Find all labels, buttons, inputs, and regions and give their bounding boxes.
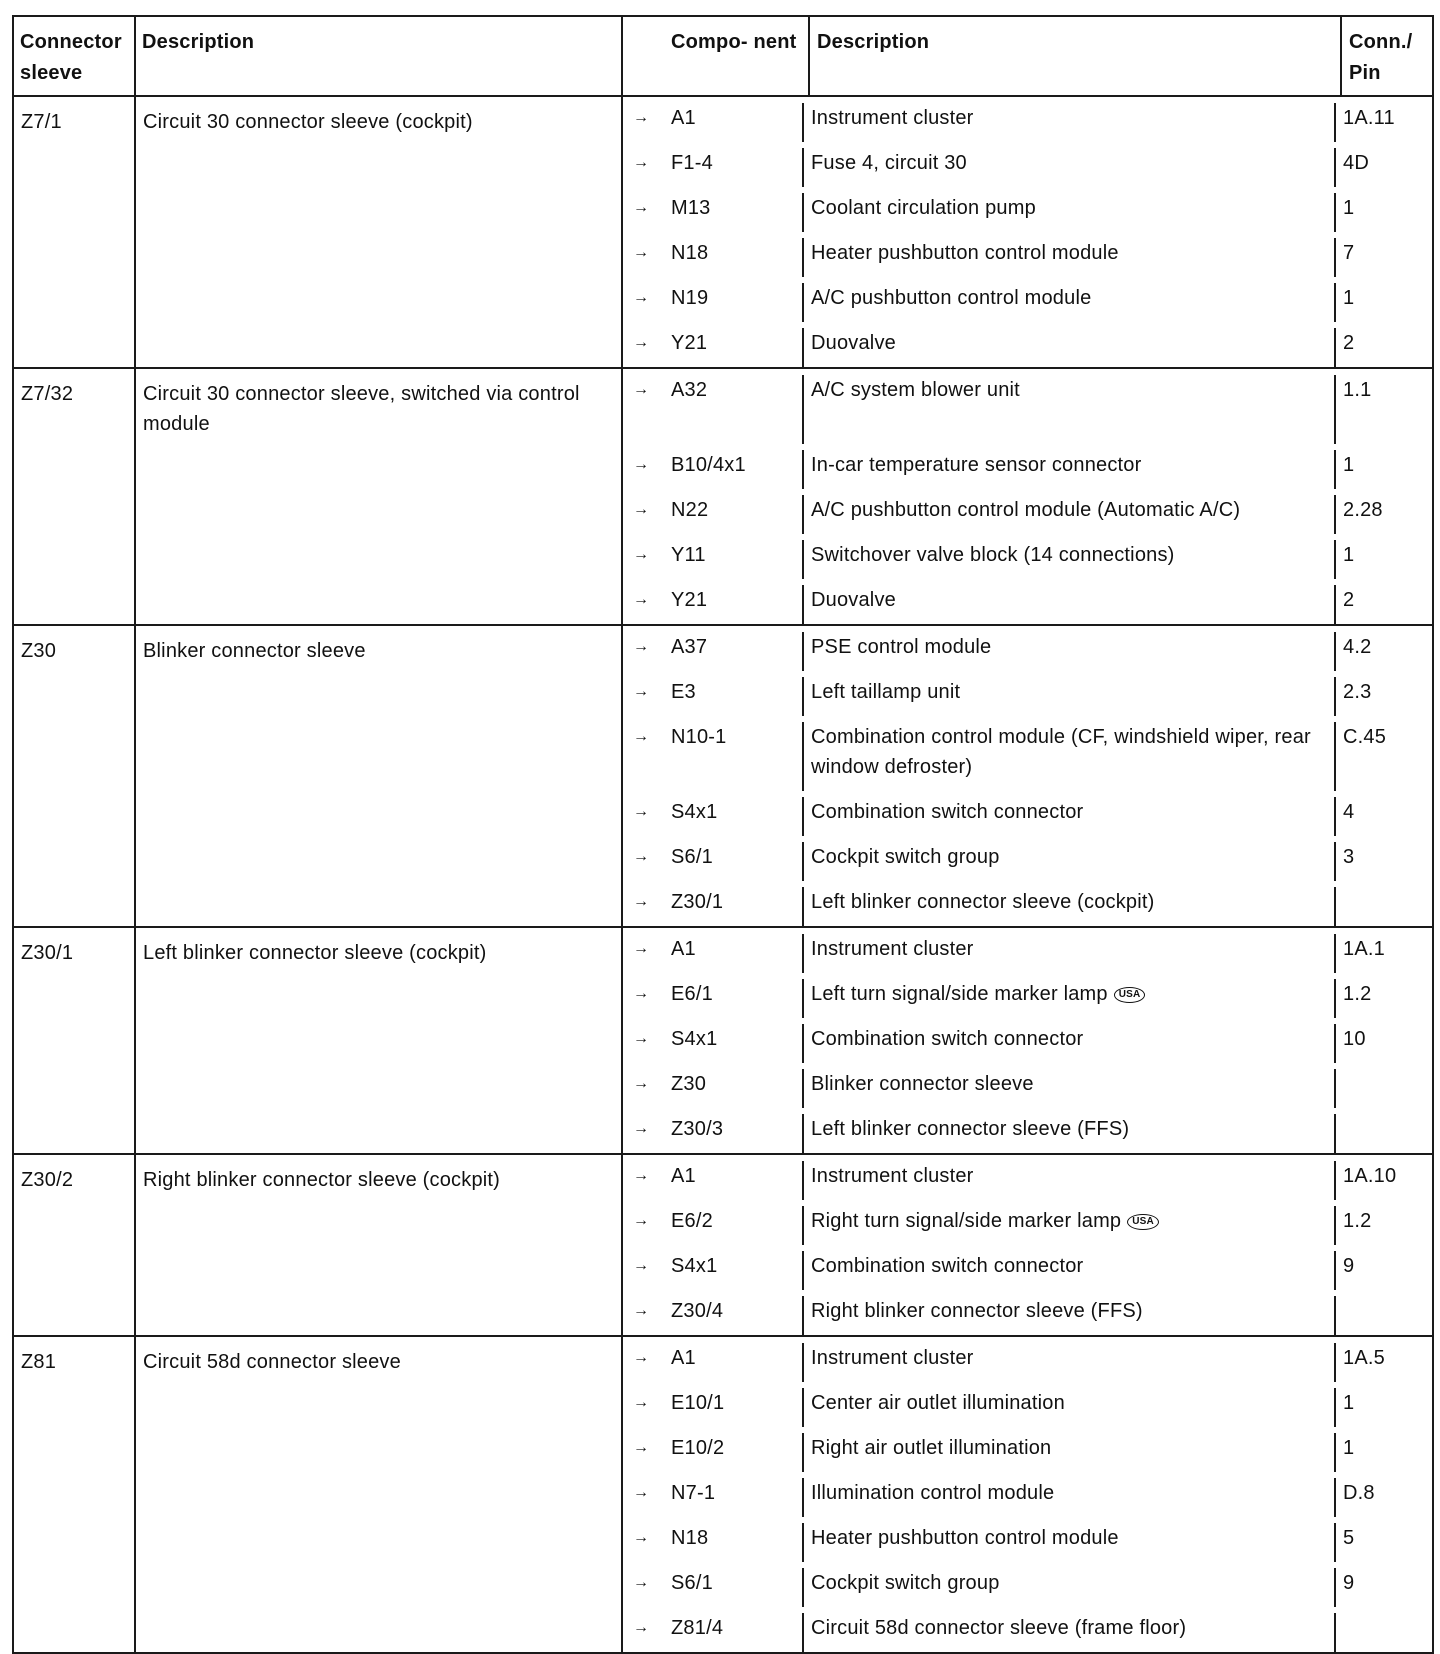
component-id: A37 (671, 636, 708, 658)
component-description-text: In-car temperature sensor connector (811, 454, 1142, 476)
component-description-text: Heater pushbutton control module (811, 242, 1119, 264)
list-item (623, 1517, 1432, 1562)
component-description (802, 1161, 1334, 1200)
component-description (802, 722, 1334, 791)
sleeve-cell (13, 625, 135, 927)
component-id: E6/1 (671, 983, 713, 1005)
component-id: N22 (671, 499, 709, 521)
list-item (623, 881, 1432, 926)
connections-cell (622, 1336, 1433, 1653)
pin-value: 1.1 (1334, 375, 1432, 444)
pin-value: 1A.11 (1334, 103, 1432, 142)
list-item (623, 973, 1432, 1018)
list-item (623, 369, 1432, 444)
component-id: N19 (671, 287, 709, 309)
component-description-text: PSE control module (811, 636, 992, 658)
component-description (802, 842, 1334, 881)
table-row (13, 368, 1433, 625)
pin-value: 7 (1334, 238, 1432, 277)
sleeve-cell (13, 927, 135, 1154)
list-item (623, 1382, 1432, 1427)
component-id: Z30/1 (671, 891, 724, 913)
sleeve-description-cell (135, 1336, 622, 1653)
pin-value: C.45 (1334, 722, 1432, 791)
arrow-right-icon: → (633, 456, 649, 473)
arrow-right-icon: → (633, 546, 649, 563)
arrow-right-icon: → (633, 199, 649, 216)
component-id: N7-1 (671, 1482, 716, 1504)
pin-value: 1A.5 (1334, 1343, 1432, 1382)
list-item (623, 1290, 1432, 1335)
list-item (623, 489, 1432, 534)
connections-cell (622, 1154, 1433, 1336)
component-description-text: Fuse 4, circuit 30 (811, 152, 967, 174)
list-item (623, 97, 1432, 142)
list-item (623, 187, 1432, 232)
component-description-text: Switchover valve block (14 connections) (811, 544, 1175, 566)
pin-value: 2.3 (1334, 677, 1432, 716)
component-id: N10-1 (671, 726, 727, 748)
pin-value: 1.2 (1334, 1206, 1432, 1245)
component-id: S4x1 (671, 1028, 718, 1050)
table-row (13, 927, 1433, 1154)
component-description (802, 1251, 1334, 1290)
component-id: M13 (671, 197, 711, 219)
arrow-right-icon: → (633, 1529, 649, 1546)
component-id: A1 (671, 938, 696, 960)
sleeve-id: Z7/32 (21, 383, 74, 405)
component-description-text: Right turn signal/side marker lamp (811, 1210, 1122, 1232)
list-item (623, 626, 1432, 671)
component-description-text: A/C pushbutton control module (Automatic A/C) (811, 499, 1241, 521)
sleeve-description-cell (135, 927, 622, 1154)
component-description-text: Center air outlet illumination (811, 1392, 1065, 1414)
table-row (13, 96, 1433, 368)
table-row (13, 1336, 1433, 1653)
component-id: S6/1 (671, 1572, 713, 1594)
pin-value: 2.28 (1334, 495, 1432, 534)
component-description (802, 1024, 1334, 1063)
component-description-text: Left taillamp unit (811, 681, 961, 703)
arrow-right-icon: → (633, 154, 649, 171)
component-description (802, 238, 1334, 277)
pin-value: 1 (1334, 283, 1432, 322)
table-header-row (13, 16, 1433, 96)
arrow-right-icon: → (633, 1212, 649, 1229)
list-item (623, 1427, 1432, 1472)
list-item (623, 1337, 1432, 1382)
pin-value (1334, 1114, 1432, 1153)
list-item (623, 1607, 1432, 1652)
component-description-text: Duovalve (811, 332, 896, 354)
header-comp-description: Description (808, 17, 1340, 95)
sleeve-id: Z7/1 (21, 111, 62, 133)
sleeve-description-cell (135, 96, 622, 368)
component-description (802, 632, 1334, 671)
list-item (623, 322, 1432, 367)
table-row (13, 625, 1433, 927)
connections-cell (622, 96, 1433, 368)
pin-value: 1 (1334, 450, 1432, 489)
pin-value: 1A.1 (1334, 934, 1432, 973)
arrow-right-icon: → (633, 1484, 649, 1501)
component-id: S4x1 (671, 801, 718, 823)
usa-badge-icon: USA (1114, 987, 1146, 1003)
list-item (623, 671, 1432, 716)
pin-value: 2 (1334, 585, 1432, 624)
component-description-text: Instrument cluster (811, 107, 974, 129)
component-id: Y21 (671, 589, 708, 611)
sleeve-description: Circuit 30 connector sleeve (cockpit) (143, 111, 473, 133)
arrow-right-icon: → (633, 1439, 649, 1456)
pin-value (1334, 1296, 1432, 1335)
header-sleeve-label: Connector sleeve (20, 31, 122, 84)
arrow-right-icon: → (633, 289, 649, 306)
arrow-right-icon: → (633, 1030, 649, 1047)
sleeve-description-cell (135, 368, 622, 625)
header-component: Compo- nent (671, 31, 797, 53)
pin-value: 1A.10 (1334, 1161, 1432, 1200)
component-id: N18 (671, 242, 709, 264)
list-item (623, 1108, 1432, 1153)
component-id: E10/2 (671, 1437, 725, 1459)
component-id: A1 (671, 1347, 696, 1369)
list-item (623, 1200, 1432, 1245)
component-description (802, 450, 1334, 489)
arrow-right-icon: → (633, 985, 649, 1002)
component-description (802, 148, 1334, 187)
connections-cell (622, 368, 1433, 625)
pin-value: D.8 (1334, 1478, 1432, 1517)
component-description-text: Instrument cluster (811, 1165, 974, 1187)
sleeve-description-cell (135, 625, 622, 927)
list-item (623, 1472, 1432, 1517)
component-id: A1 (671, 107, 696, 129)
component-id: Y21 (671, 332, 708, 354)
usa-badge-icon: USA (1127, 1214, 1159, 1230)
sleeve-description: Circuit 30 connector sleeve, switched via control module (143, 383, 580, 435)
list-item (623, 277, 1432, 322)
connection-list (623, 1337, 1432, 1652)
sleeve-description: Blinker connector sleeve (143, 640, 366, 662)
pin-value: 10 (1334, 1024, 1432, 1063)
arrow-right-icon: → (633, 334, 649, 351)
component-description (802, 979, 1334, 1018)
sleeve-description-cell (135, 1154, 622, 1336)
arrow-right-icon: → (633, 940, 649, 957)
component-description (802, 677, 1334, 716)
arrow-right-icon: → (633, 381, 649, 398)
header-description-label: Description (142, 31, 255, 53)
pin-value: 1 (1334, 1433, 1432, 1472)
arrow-right-icon: → (633, 244, 649, 261)
component-description (802, 585, 1334, 624)
component-description-text: Combination control module (CF, windshield wiper, rear window defroster) (811, 726, 1311, 778)
component-description (802, 1069, 1334, 1108)
arrow-right-icon: → (633, 728, 649, 745)
pin-value: 5 (1334, 1523, 1432, 1562)
list-item (623, 791, 1432, 836)
component-description-text: Blinker connector sleeve (811, 1073, 1034, 1095)
component-description (802, 283, 1334, 322)
arrow-right-icon: → (633, 1349, 649, 1366)
component-id: F1-4 (671, 152, 713, 174)
pin-value (1334, 1069, 1432, 1108)
arrow-right-icon: → (633, 638, 649, 655)
connection-list (623, 626, 1432, 926)
component-id: A1 (671, 1165, 696, 1187)
pin-value: 1 (1334, 193, 1432, 232)
component-description (802, 495, 1334, 534)
component-description (802, 1568, 1334, 1607)
table-row (13, 1154, 1433, 1336)
list-item (623, 232, 1432, 277)
component-id: Z81/4 (671, 1617, 724, 1639)
component-description (802, 887, 1334, 926)
sleeve-id: Z30/1 (21, 942, 74, 964)
component-description-text: Right air outlet illumination (811, 1437, 1052, 1459)
pin-value: 3 (1334, 842, 1432, 881)
component-id: A32 (671, 379, 708, 401)
header-component-block (622, 16, 1433, 96)
connection-list (623, 97, 1432, 367)
arrow-right-icon: → (633, 1574, 649, 1591)
arrow-right-icon: → (633, 848, 649, 865)
component-description (802, 1433, 1334, 1472)
pin-value: 9 (1334, 1568, 1432, 1607)
pin-value: 2 (1334, 328, 1432, 367)
component-description (802, 1613, 1334, 1652)
component-description-text: Circuit 58d connector sleeve (frame floor) (811, 1617, 1187, 1639)
component-id: E3 (671, 681, 696, 703)
arrow-right-icon: → (633, 1619, 649, 1636)
sleeve-cell (13, 368, 135, 625)
connection-list (623, 1155, 1432, 1335)
list-item (623, 579, 1432, 624)
table-body (13, 96, 1433, 1653)
arrow-right-icon: → (633, 591, 649, 608)
connections-cell (622, 927, 1433, 1154)
component-description (802, 797, 1334, 836)
list-item (623, 534, 1432, 579)
wiring-table (12, 15, 1434, 1654)
list-item (623, 1562, 1432, 1607)
sleeve-cell (13, 96, 135, 368)
component-description-text: Left turn signal/side marker lamp (811, 983, 1108, 1005)
component-description (802, 375, 1334, 444)
component-id: N18 (671, 1527, 709, 1549)
component-description-text: Instrument cluster (811, 1347, 974, 1369)
component-description (802, 1388, 1334, 1427)
sleeve-cell (13, 1154, 135, 1336)
list-item (623, 836, 1432, 881)
pin-value: 9 (1334, 1251, 1432, 1290)
sleeve-description: Left blinker connector sleeve (cockpit) (143, 942, 487, 964)
list-item (623, 1063, 1432, 1108)
sleeve-description: Circuit 58d connector sleeve (143, 1351, 401, 1373)
component-id: S4x1 (671, 1255, 718, 1277)
component-id: Y11 (671, 544, 706, 566)
component-id: E6/2 (671, 1210, 713, 1232)
sleeve-description: Right blinker connector sleeve (cockpit) (143, 1169, 501, 1191)
component-description (802, 1114, 1334, 1153)
component-description-text: Cockpit switch group (811, 846, 1000, 868)
component-description-text: Left blinker connector sleeve (cockpit) (811, 891, 1155, 913)
list-item (623, 1155, 1432, 1200)
component-id: E10/1 (671, 1392, 725, 1414)
component-description (802, 328, 1334, 367)
connections-cell (622, 625, 1433, 927)
component-id: Z30/3 (671, 1118, 724, 1140)
component-description-text: Cockpit switch group (811, 1572, 1000, 1594)
arrow-right-icon: → (633, 893, 649, 910)
connection-list (623, 928, 1432, 1153)
component-description (802, 103, 1334, 142)
component-id: Z30/4 (671, 1300, 724, 1322)
sleeve-id: Z81 (21, 1351, 57, 1373)
arrow-right-icon: → (633, 683, 649, 700)
component-description-text: Heater pushbutton control module (811, 1527, 1119, 1549)
arrow-right-icon: → (633, 1394, 649, 1411)
component-id: S6/1 (671, 846, 713, 868)
sleeve-cell (13, 1336, 135, 1653)
header-pin: Conn./ Pin (1340, 17, 1432, 95)
component-description (802, 934, 1334, 973)
header-description (135, 16, 622, 96)
arrow-right-icon: → (633, 501, 649, 518)
pin-value: 1.2 (1334, 979, 1432, 1018)
component-description-text: Combination switch connector (811, 801, 1084, 823)
arrow-right-icon: → (633, 803, 649, 820)
list-item (623, 1018, 1432, 1063)
pin-value: 4 (1334, 797, 1432, 836)
arrow-right-icon: → (633, 1257, 649, 1274)
arrow-right-icon: → (633, 1302, 649, 1319)
list-item (623, 1245, 1432, 1290)
component-description-text: A/C system blower unit (811, 379, 1020, 401)
component-description-text: Coolant circulation pump (811, 197, 1036, 219)
arrow-right-icon: → (633, 1075, 649, 1092)
pin-value (1334, 887, 1432, 926)
component-description (802, 1523, 1334, 1562)
connector-sleeve-table (12, 15, 1432, 1654)
pin-value: 1 (1334, 540, 1432, 579)
component-description-text: Right blinker connector sleeve (FFS) (811, 1300, 1143, 1322)
component-description (802, 1296, 1334, 1335)
component-description-text: Instrument cluster (811, 938, 974, 960)
pin-value: 4.2 (1334, 632, 1432, 671)
sleeve-id: Z30 (21, 640, 57, 662)
component-description-text: Left blinker connector sleeve (FFS) (811, 1118, 1130, 1140)
component-description (802, 193, 1334, 232)
pin-value: 1 (1334, 1388, 1432, 1427)
component-id: Z30 (671, 1073, 707, 1095)
header-sleeve (13, 16, 135, 96)
component-description-text: Illumination control module (811, 1482, 1055, 1504)
component-id: B10/4x1 (671, 454, 746, 476)
list-item (623, 142, 1432, 187)
pin-value: 4D (1334, 148, 1432, 187)
list-item (623, 928, 1432, 973)
component-description (802, 1206, 1334, 1245)
component-description (802, 1343, 1334, 1382)
list-item (623, 716, 1432, 791)
connection-list (623, 369, 1432, 624)
sleeve-id: Z30/2 (21, 1169, 74, 1191)
pin-value (1334, 1613, 1432, 1652)
component-description-text: A/C pushbutton control module (811, 287, 1092, 309)
component-description-text: Duovalve (811, 589, 896, 611)
arrow-right-icon: → (633, 1120, 649, 1137)
component-description (802, 1478, 1334, 1517)
component-description (802, 540, 1334, 579)
arrow-right-icon: → (633, 109, 649, 126)
list-item (623, 444, 1432, 489)
component-description-text: Combination switch connector (811, 1255, 1084, 1277)
arrow-right-icon: → (633, 1167, 649, 1184)
component-description-text: Combination switch connector (811, 1028, 1084, 1050)
